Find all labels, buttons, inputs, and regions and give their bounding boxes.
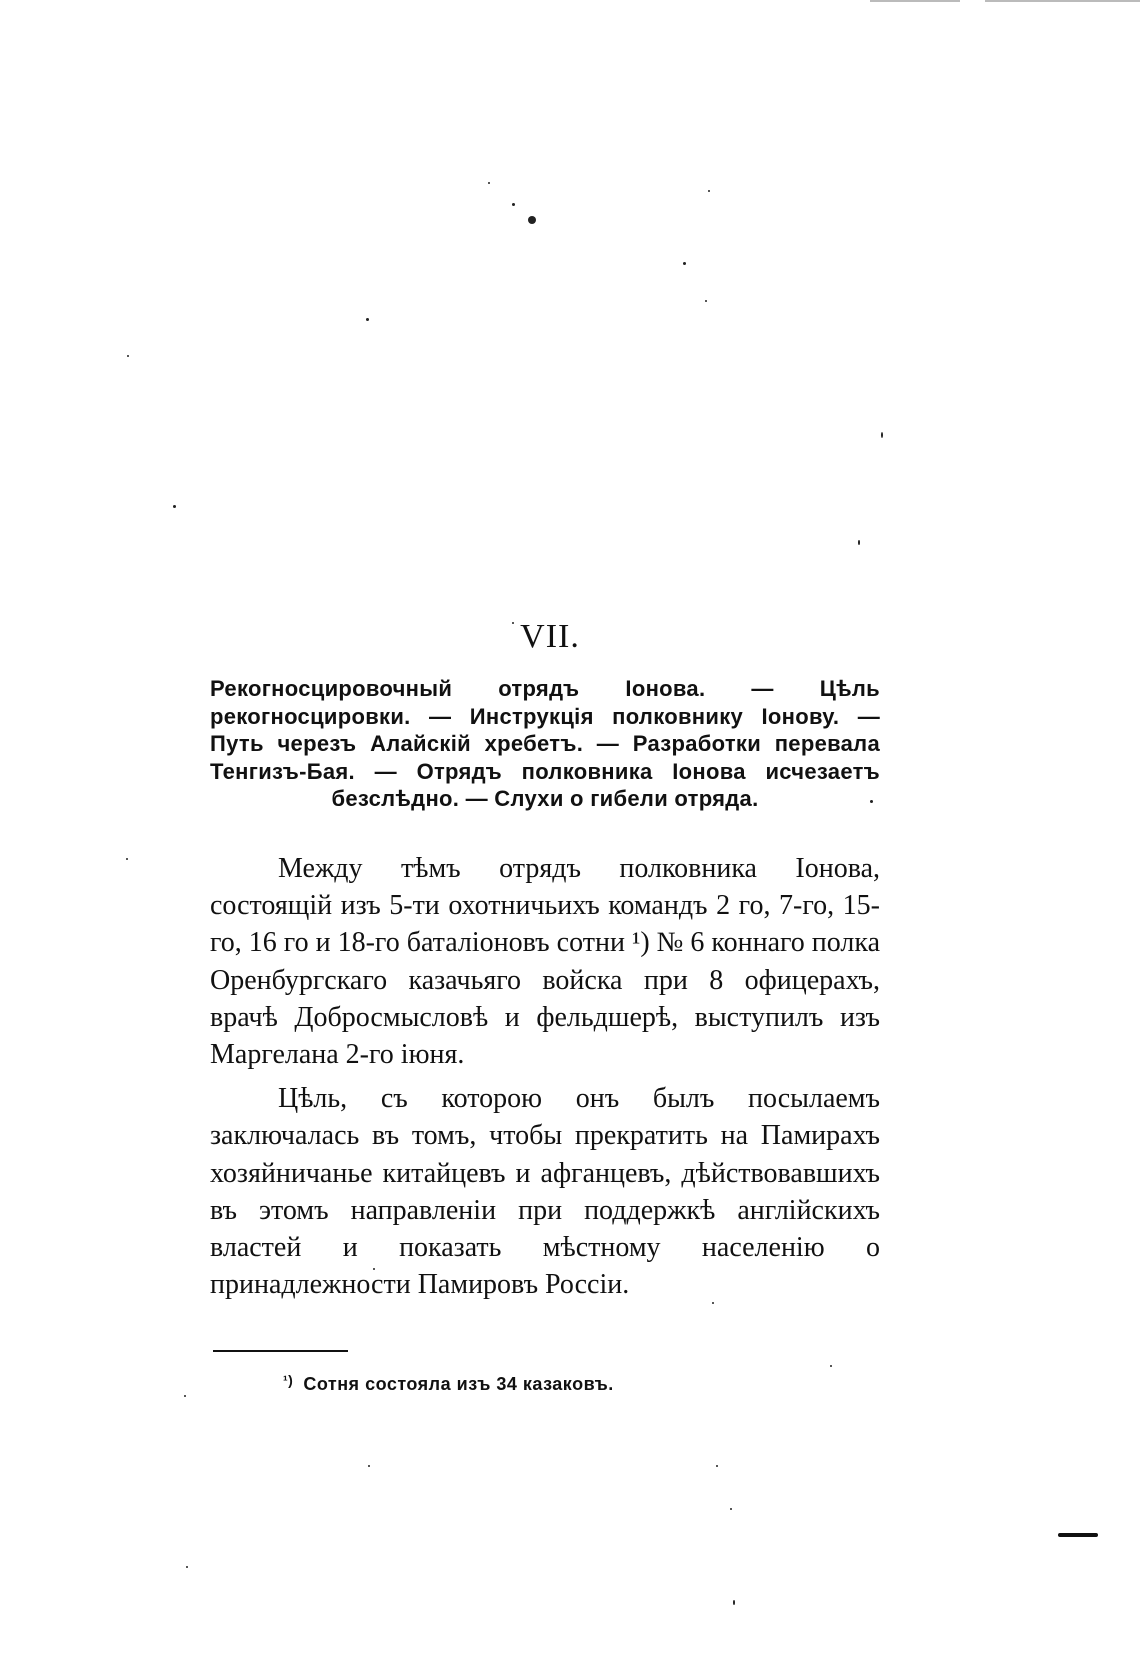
scan-speck — [528, 216, 536, 224]
chapter-number: VII. — [520, 618, 580, 655]
scan-speck — [184, 1395, 186, 1397]
scan-speck — [733, 1600, 735, 1605]
scan-speck — [858, 540, 860, 545]
chapter-summary: Рекогносцировочный отрядъ Іонова. — Цѣль рекогносцировки. — Инструкція полковнику Іонову. — Путь черезъ Алайскій хребетъ. — Разработки перевала Тенгизъ-Бая. — Отрядъ полковника Іонова исчезаетъ безслѣдно. — Слухи о гибели отряда. — [210, 676, 880, 811]
scan-speck — [488, 182, 490, 184]
footnote-text: Сотня состояла изъ 34 казаковъ. — [303, 1374, 614, 1394]
scan-edge-line — [985, 0, 1140, 2]
footnote-rule — [213, 1350, 348, 1352]
footnote — [283, 1372, 614, 1395]
footnote-marker: ¹) — [283, 1372, 294, 1388]
scan-speck — [368, 1465, 370, 1467]
scan-speck — [881, 432, 883, 438]
scan-speck — [127, 355, 129, 357]
paragraph: Между тѣмъ отрядъ полковника Іонова, состоящій изъ 5-ти охотничьихъ командъ 2 го, 7-го, 15-го, 16 го и 18-го баталіоновъ сотни ¹) № 6 коннаго полка Оренбургскаго казачьяго войска при 8 офицерахъ, врачѣ Добросмысловѣ и фельдшерѣ, выступилъ изъ Маргелана 2-го іюня. — [210, 853, 880, 1071]
scan-edge-line — [870, 0, 960, 2]
paragraph: Цѣль, съ которою онъ былъ посылаемъ заключалась въ томъ, чтобы прекратить на Памирахъ хозяйничанье китайцевъ и афганцевъ, дѣйствовавшихъ въ этомъ направленіи при поддержкѣ англійскихъ властей и показать мѣстному населенію о принадлежности Памировъ Россіи. — [210, 1083, 880, 1301]
body-text — [210, 850, 880, 1310]
scan-dash-mark — [1058, 1533, 1098, 1537]
scan-speck — [366, 318, 369, 321]
scan-speck — [173, 505, 176, 508]
scan-speck — [830, 1365, 832, 1367]
scan-speck — [705, 300, 707, 302]
scan-speck — [716, 1465, 718, 1467]
scan-speck — [126, 858, 128, 860]
scan-speck — [708, 190, 710, 192]
scan-speck — [512, 203, 515, 206]
scan-speck — [683, 262, 686, 265]
scan-speck — [730, 1508, 732, 1510]
scan-speck — [186, 1566, 188, 1568]
